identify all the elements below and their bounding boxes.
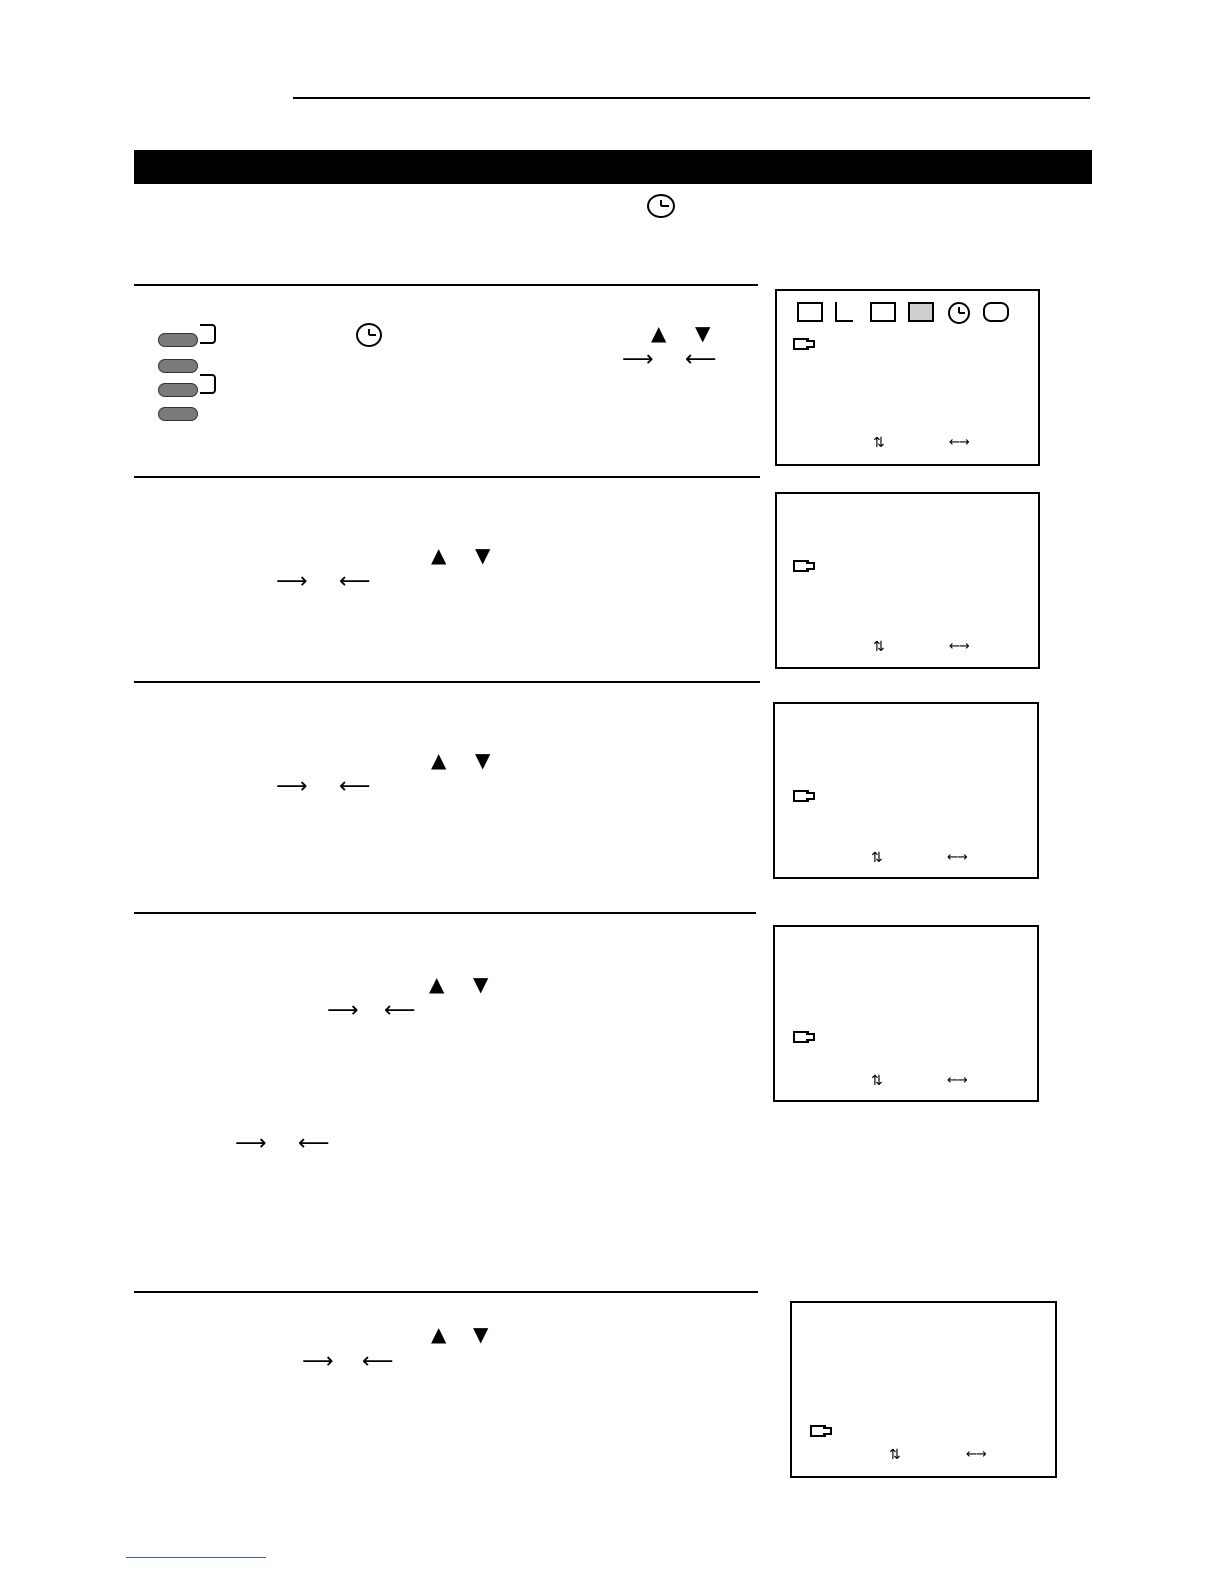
updown-nav-icon: ⇅ <box>873 639 882 655</box>
left-arrow-icon: ⟵ <box>298 1131 330 1156</box>
tv-menu-screen <box>775 289 1040 466</box>
right-arrow-icon: ⟶ <box>276 774 308 799</box>
section-divider <box>134 1291 758 1293</box>
section-divider <box>134 476 760 478</box>
left-arrow-icon: ⟵ <box>339 774 371 799</box>
remote-button-icon <box>158 333 198 347</box>
tv-menu-screen <box>775 492 1040 669</box>
updown-nav-icon: ⇅ <box>871 1073 880 1089</box>
updown-nav-icon: ⇅ <box>889 1447 898 1463</box>
picture-icon <box>797 302 823 322</box>
down-arrow-icon: ▼ <box>473 1322 489 1346</box>
header-rule <box>293 97 1090 99</box>
right-arrow-icon: ⟶ <box>302 1349 334 1374</box>
down-arrow-icon: ▼ <box>473 972 489 996</box>
tv-menu-screen <box>773 702 1039 879</box>
up-arrow-icon: ▲ <box>429 972 445 996</box>
hand-press-icon <box>200 324 216 344</box>
right-arrow-icon: ⟶ <box>276 569 308 594</box>
pointer-icon <box>793 338 809 350</box>
left-arrow-icon: ⟵ <box>384 998 416 1023</box>
tv-menu-screen <box>773 925 1039 1102</box>
clock-icon <box>647 194 675 218</box>
pointer-icon <box>793 790 809 802</box>
left-arrow-icon: ⟵ <box>339 569 371 594</box>
down-arrow-icon: ▼ <box>475 748 491 772</box>
remote-button-icon <box>158 359 198 373</box>
pointer-icon <box>793 560 809 572</box>
person-icon <box>983 302 1009 322</box>
tv-menu-screen <box>790 1301 1057 1478</box>
right-arrow-icon: ⟶ <box>235 1131 267 1156</box>
remote-button-icon <box>158 407 198 421</box>
up-arrow-icon: ▲ <box>431 543 447 567</box>
updown-nav-icon: ⇅ <box>871 850 880 866</box>
footer-rule <box>126 1557 266 1558</box>
pointer-icon <box>810 1425 826 1437</box>
leftright-nav-icon: ←→ <box>947 850 967 865</box>
right-arrow-icon: ⟶ <box>327 998 359 1023</box>
remote-button-icon <box>158 383 198 397</box>
left-arrow-icon: ⟵ <box>685 347 717 372</box>
title-bar <box>134 150 1092 184</box>
leftright-nav-icon: ←→ <box>949 435 969 450</box>
tv-icon <box>870 302 896 322</box>
hand-press-icon <box>200 374 216 394</box>
up-arrow-icon: ▲ <box>431 748 447 772</box>
section-divider <box>134 284 758 286</box>
leftright-nav-icon: ←→ <box>949 639 969 654</box>
section-divider <box>134 912 756 914</box>
leftright-nav-icon: ←→ <box>947 1073 967 1088</box>
clock-icon <box>356 323 382 347</box>
pointer-icon <box>793 1031 809 1043</box>
up-arrow-icon: ▲ <box>431 1322 447 1346</box>
leftright-nav-icon: ←→ <box>966 1447 986 1462</box>
down-arrow-icon: ▼ <box>695 321 711 345</box>
updown-nav-icon: ⇅ <box>873 435 882 451</box>
clock-icon <box>948 302 970 324</box>
up-arrow-icon: ▲ <box>651 321 667 345</box>
down-arrow-icon: ▼ <box>475 543 491 567</box>
left-arrow-icon: ⟵ <box>362 1349 394 1374</box>
section-divider <box>134 681 760 683</box>
satellite-icon <box>835 302 853 322</box>
timer-icon <box>908 302 934 322</box>
right-arrow-icon: ⟶ <box>622 347 654 372</box>
